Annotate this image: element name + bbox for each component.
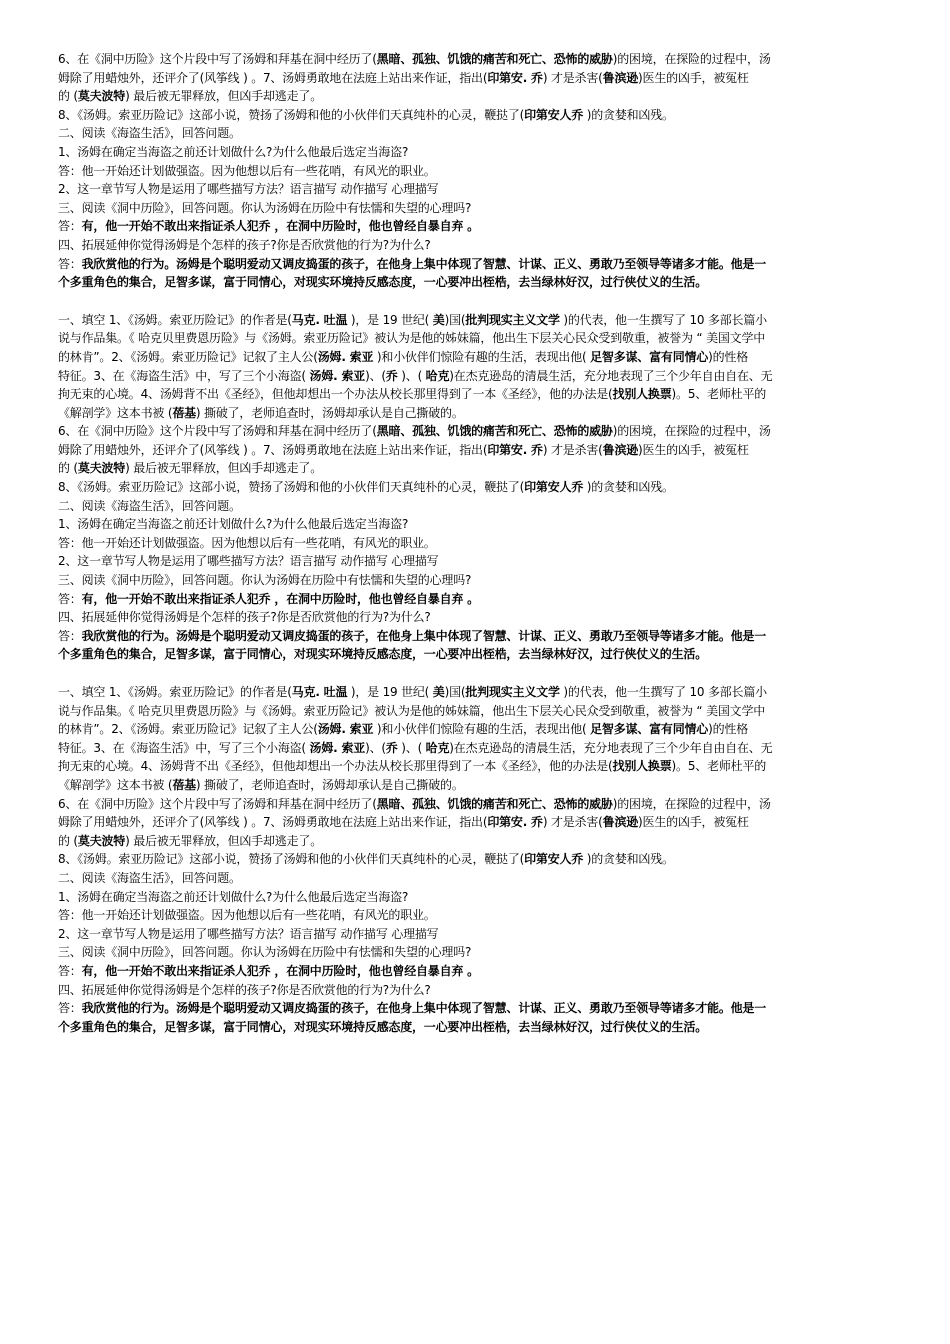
text-segment: )的性格 bbox=[708, 349, 748, 364]
text-line bbox=[58, 50, 892, 69]
bold-answer-text: 黑暗、孤独、饥饿的痛苦和死亡、恐怖的威胁 bbox=[376, 796, 613, 811]
text-segment: 特征。3、在《海盗生活》中，写了三个小海盗( bbox=[58, 740, 310, 755]
text-line bbox=[58, 162, 892, 181]
text-segment: )、( bbox=[365, 368, 386, 383]
bold-answer-text: 我欣赏他的行为。汤姆是个聪明爱动又调皮捣蛋的孩子，在他身上集中体现了智慧、计谋、正义、勇敢乃至领导等诸多才能。他是一 bbox=[81, 1001, 767, 1016]
block-gap bbox=[58, 664, 892, 683]
text-segment: 6、在《洞中历险》这个片段中写了汤姆和拜基在洞中经历了( bbox=[58, 424, 377, 439]
text-segment: 说与作品集。《 哈克贝里费恩历险》与《汤姆。索亚历险记》被认为是他的姊妹篇，他出生下层关心民众受到敬重，被誉为 “ 美国文学中 bbox=[58, 331, 766, 346]
text-segment: 《解剖学》这本书被 ( bbox=[58, 777, 173, 792]
text-segment: ) 最后被无罪释放，但凶手却逃走了。 bbox=[125, 461, 323, 476]
text-segment: )的贪婪和凶残。 bbox=[583, 852, 674, 867]
block-gap bbox=[58, 292, 892, 311]
text-segment: 的 ( bbox=[58, 461, 78, 476]
text-segment: )，是 19 世纪( bbox=[347, 685, 433, 699]
text-line bbox=[58, 720, 892, 739]
bold-answer-text: 有，他一开始不敢出来指证杀人犯乔 ，在洞中历险时，他也曾经自暴自弃 。 bbox=[81, 219, 479, 234]
text-segment: 8、《汤姆。索亚历险记》这部小说，赞扬了汤姆和他的小伙伴们天真纯朴的心灵，鞭挞了( bbox=[58, 107, 525, 122]
text-block bbox=[58, 50, 892, 292]
text-segment: )的代表，他一生撰写了 10 多部长篇小 bbox=[559, 685, 767, 699]
text-segment: 四、拓展延伸你觉得汤姆是个怎样的孩子?你是否欣赏他的行为?为什么? bbox=[58, 610, 431, 625]
bold-answer-text: 鲁滨逊 bbox=[602, 70, 639, 85]
text-segment: 答： bbox=[58, 963, 82, 978]
text-segment: )医生的凶手，被冤枉 bbox=[638, 70, 749, 85]
text-line bbox=[58, 906, 892, 925]
bold-answer-text: 黑暗、孤独、饥饿的痛苦和死亡、恐怖的威胁 bbox=[376, 52, 613, 66]
text-segment: 2、这一章节写人物是运用了哪些描写方法？语言描写 动作描写 心理描写 bbox=[58, 182, 439, 197]
bold-answer-text: 汤姆. 索亚 bbox=[309, 368, 366, 383]
bold-answer-text: 找别人换票 bbox=[612, 387, 672, 402]
text-line bbox=[58, 236, 892, 255]
text-segment: )和小伙伴们惊险有趣的生活，表现出他( bbox=[373, 349, 591, 364]
text-segment: 三、阅读《洞中历险》，回答问题。你认为汤姆在历险中有怯懦和失望的心理吗? bbox=[58, 200, 472, 215]
text-segment: )、( bbox=[397, 368, 426, 383]
text-line bbox=[58, 869, 892, 888]
text-line bbox=[58, 348, 892, 367]
text-line bbox=[58, 217, 892, 236]
bold-answer-text: 有，他一开始不敢出来指证杀人犯乔 ，在洞中历险时，他也曾经自暴自弃 。 bbox=[81, 591, 479, 606]
bold-answer-text: 鲁滨逊 bbox=[602, 815, 639, 830]
bold-answer-text: 个多重角色的集合，足智多谋，富于同情心，对现实环境持反感态度，一心要冲出桎梏，去当绿林好汉，过行侠仗义的生活。 bbox=[58, 275, 708, 290]
text-line bbox=[58, 515, 892, 534]
text-line bbox=[58, 645, 892, 664]
text-segment: 1、汤姆在确定当海盗之前还计划做什么?为什么他最后选定当海盗? bbox=[58, 144, 409, 159]
text-line bbox=[58, 850, 892, 869]
bold-answer-text: 哈克 bbox=[425, 740, 450, 755]
text-segment: 答： bbox=[58, 628, 82, 643]
text-line bbox=[58, 367, 892, 386]
text-segment: 姆除了用蜡烛外，还评介了(风筝线 ) 。7、汤姆勇敢地在法庭上站出来作证，指出( bbox=[58, 815, 488, 830]
bold-answer-text: 印第安. 乔 bbox=[487, 70, 543, 85]
text-line bbox=[58, 329, 892, 348]
text-line bbox=[58, 702, 892, 721]
text-line bbox=[58, 795, 892, 814]
text-segment: ) 最后被无罪释放，但凶手却逃走了。 bbox=[125, 89, 323, 104]
text-segment: ) 才是杀害( bbox=[542, 70, 603, 85]
text-line bbox=[58, 385, 892, 404]
bold-answer-text: 哈克 bbox=[425, 368, 450, 383]
text-segment: 姆除了用蜡烛外，还评介了(风筝线 ) 。7、汤姆勇敢地在法庭上站出来作证，指出( bbox=[58, 442, 488, 457]
text-segment: )，是 19 世纪( bbox=[347, 312, 433, 327]
text-line bbox=[58, 739, 892, 758]
text-line bbox=[58, 943, 892, 962]
text-line bbox=[58, 124, 892, 143]
text-segment: 的林肯”。2、《汤姆。索亚历险记》记叙了主人公( bbox=[58, 349, 318, 364]
text-segment: 6、在《洞中历险》这个片段中写了汤姆和拜基在洞中经历了( bbox=[58, 52, 377, 66]
bold-answer-text: 印第安人乔 bbox=[524, 107, 584, 122]
text-line bbox=[58, 199, 892, 218]
text-line bbox=[58, 683, 892, 702]
text-line bbox=[58, 888, 892, 907]
text-segment: 一、填空 1、《汤姆。索亚历险记》的作者是( bbox=[58, 685, 292, 699]
bold-answer-text: 美 bbox=[432, 312, 445, 327]
text-line bbox=[58, 69, 892, 88]
text-segment: )的贪婪和凶残。 bbox=[583, 480, 674, 495]
bold-answer-text: 莫夫波特 bbox=[77, 461, 126, 476]
text-segment: )的性格 bbox=[708, 722, 748, 737]
text-segment: )在杰克逊岛的清晨生活，充分地表现了三个少年自由自在、无 bbox=[449, 368, 773, 383]
bold-answer-text: 汤姆. 索亚 bbox=[317, 722, 374, 737]
text-line bbox=[58, 478, 892, 497]
text-segment: ) 最后被无罪释放，但凶手却逃走了。 bbox=[125, 833, 323, 848]
text-segment: 的林肯”。2、《汤姆。索亚历险记》记叙了主人公( bbox=[58, 722, 318, 737]
text-segment: ) 才是杀害( bbox=[542, 815, 603, 830]
bold-answer-text: 印第安. 乔 bbox=[487, 815, 543, 830]
bold-answer-text: 我欣赏他的行为。汤姆是个聪明爱动又调皮捣蛋的孩子，在他身上集中体现了智慧、计谋、正义、勇敢乃至领导等诸多才能。他是一 bbox=[81, 628, 767, 643]
text-segment: 2、这一章节写人物是运用了哪些描写方法？语言描写 动作描写 心理描写 bbox=[58, 926, 439, 941]
bold-answer-text: 鲁滨逊 bbox=[602, 442, 639, 457]
bold-answer-text: 乔 bbox=[385, 368, 398, 383]
bold-answer-text: 足智多谋、富有同情心 bbox=[590, 722, 709, 737]
text-line bbox=[58, 1018, 892, 1037]
bold-answer-text: 马克. 吐温 bbox=[291, 685, 348, 699]
text-segment: 一、填空 1、《汤姆。索亚历险记》的作者是( bbox=[58, 312, 292, 327]
text-segment: 四、拓展延伸你觉得汤姆是个怎样的孩子?你是否欣赏他的行为?为什么? bbox=[58, 982, 431, 997]
text-segment: 答：他一开始还计划做强盗。因为他想以后有一些花哨，有风光的职业。 bbox=[58, 908, 436, 923]
text-line bbox=[58, 757, 892, 776]
text-segment: 拘无束的心境。4、汤姆背不出《圣经》，但他却想出一个办法从校长那里得到了一本《圣经》，他的办法是( bbox=[58, 387, 613, 402]
text-segment: ) 撕破了，老师追查时，汤姆却承认是自己撕破的。 bbox=[195, 405, 464, 420]
text-segment: )医生的凶手，被冤枉 bbox=[638, 442, 749, 457]
text-segment: )和小伙伴们惊险有趣的生活，表现出他( bbox=[373, 722, 591, 737]
bold-answer-text: 有，他一开始不敢出来指证杀人犯乔 ，在洞中历险时，他也曾经自暴自弃 。 bbox=[81, 963, 479, 978]
bold-answer-text: 我欣赏他的行为。汤姆是个聪明爱动又调皮捣蛋的孩子，在他身上集中体现了智慧、计谋、正义、勇敢乃至领导等诸多才能。他是一 bbox=[81, 256, 767, 271]
bold-answer-text: 批判现实主义文学 bbox=[465, 685, 560, 699]
text-line bbox=[58, 441, 892, 460]
text-segment: 2、这一章节写人物是运用了哪些描写方法？语言描写 动作描写 心理描写 bbox=[58, 554, 439, 569]
text-line bbox=[58, 180, 892, 199]
text-segment: 的 ( bbox=[58, 833, 78, 848]
bold-answer-text: 蓓基 bbox=[172, 405, 196, 420]
text-segment: )的困境，在探险的过程中，汤 bbox=[612, 52, 771, 66]
bold-answer-text: 马克. 吐温 bbox=[291, 312, 348, 327]
text-segment: 二、阅读《海盗生活》，回答问题。 bbox=[58, 870, 241, 885]
text-segment: )、( bbox=[397, 740, 426, 755]
text-segment: 二、阅读《海盗生活》，回答问题。 bbox=[58, 126, 241, 141]
text-segment: 答： bbox=[58, 256, 82, 271]
text-segment: ) 才是杀害( bbox=[542, 442, 603, 457]
text-line bbox=[58, 404, 892, 423]
text-segment: 6、在《洞中历险》这个片段中写了汤姆和拜基在洞中经历了( bbox=[58, 796, 377, 811]
text-block bbox=[58, 311, 892, 664]
text-line bbox=[58, 311, 892, 330]
text-segment: 三、阅读《洞中历险》，回答问题。你认为汤姆在历险中有怯懦和失望的心理吗? bbox=[58, 573, 472, 588]
text-segment: 1、汤姆在确定当海盗之前还计划做什么?为什么他最后选定当海盗? bbox=[58, 889, 409, 904]
document-page bbox=[58, 50, 892, 1036]
text-segment: )的代表，他一生撰写了 10 多部长篇小 bbox=[559, 312, 767, 327]
bold-answer-text: 乔 bbox=[385, 740, 398, 755]
text-segment: 《解剖学》这本书被 ( bbox=[58, 405, 173, 420]
text-segment: 8、《汤姆。索亚历险记》这部小说，赞扬了汤姆和他的小伙伴们天真纯朴的心灵，鞭挞了( bbox=[58, 480, 525, 495]
text-segment: 说与作品集。《 哈克贝里费恩历险》与《汤姆。索亚历险记》被认为是他的姊妹篇，他出生下层关心民众受到敬重，被誉为 “ 美国文学中 bbox=[58, 703, 766, 718]
text-segment: )国( bbox=[444, 312, 466, 327]
text-line bbox=[58, 571, 892, 590]
bold-answer-text: 汤姆. 索亚 bbox=[309, 740, 366, 755]
bold-answer-text: 黑暗、孤独、饥饿的痛苦和死亡、恐怖的威胁 bbox=[376, 424, 613, 439]
bold-answer-text: 印第安人乔 bbox=[524, 852, 584, 867]
text-segment: 三、阅读《洞中历险》，回答问题。你认为汤姆在历险中有怯懦和失望的心理吗? bbox=[58, 945, 472, 960]
bold-answer-text: 莫夫波特 bbox=[77, 89, 126, 104]
text-line bbox=[58, 832, 892, 851]
text-segment: 答：他一开始还计划做强盗。因为他想以后有一些花哨，有风光的职业。 bbox=[58, 163, 436, 178]
text-line bbox=[58, 273, 892, 292]
text-segment: )。5、老师杜平的 bbox=[671, 387, 767, 402]
bold-answer-text: 莫夫波特 bbox=[77, 833, 126, 848]
text-segment: )国( bbox=[444, 685, 466, 699]
bold-answer-text: 找别人换票 bbox=[612, 759, 672, 774]
text-line bbox=[58, 962, 892, 981]
text-line bbox=[58, 590, 892, 609]
text-line bbox=[58, 87, 892, 106]
text-segment: 姆除了用蜡烛外，还评介了(风筝线 ) 。7、汤姆勇敢地在法庭上站出来作证，指出( bbox=[58, 70, 488, 85]
text-segment: 拘无束的心境。4、汤姆背不出《圣经》，但他却想出一个办法从校长那里得到了一本《圣经》，他的办法是( bbox=[58, 759, 613, 774]
bold-answer-text: 足智多谋、富有同情心 bbox=[590, 349, 709, 364]
bold-answer-text: 印第安. 乔 bbox=[487, 442, 543, 457]
text-segment: )的困境，在探险的过程中，汤 bbox=[612, 796, 771, 811]
text-segment: )医生的凶手，被冤枉 bbox=[638, 815, 749, 830]
bold-answer-text: 汤姆. 索亚 bbox=[317, 349, 374, 364]
text-segment: 1、汤姆在确定当海盗之前还计划做什么?为什么他最后选定当海盗? bbox=[58, 517, 409, 532]
text-segment: 答： bbox=[58, 591, 82, 606]
text-line bbox=[58, 255, 892, 274]
text-segment: )。5、老师杜平的 bbox=[671, 759, 767, 774]
text-segment: 的 ( bbox=[58, 89, 78, 104]
text-line bbox=[58, 999, 892, 1018]
text-line bbox=[58, 552, 892, 571]
text-segment: )、( bbox=[365, 740, 386, 755]
text-segment: 四、拓展延伸你觉得汤姆是个怎样的孩子?你是否欣赏他的行为?为什么? bbox=[58, 237, 431, 252]
bold-answer-text: 美 bbox=[432, 685, 445, 699]
bold-answer-text: 批判现实主义文学 bbox=[465, 312, 560, 327]
text-segment: ) 撕破了，老师追查时，汤姆却承认是自己撕破的。 bbox=[195, 777, 464, 792]
text-line bbox=[58, 143, 892, 162]
text-segment: 答： bbox=[58, 219, 82, 234]
text-line bbox=[58, 627, 892, 646]
text-segment: 答：他一开始还计划做强盗。因为他想以后有一些花哨，有风光的职业。 bbox=[58, 535, 436, 550]
text-segment: 二、阅读《海盗生活》，回答问题。 bbox=[58, 498, 241, 513]
bold-answer-text: 个多重角色的集合，足智多谋，富于同情心，对现实环境持反感态度，一心要冲出桎梏，去当绿林好汉，过行侠仗义的生活。 bbox=[58, 1019, 708, 1034]
text-segment: 特征。3、在《海盗生活》中，写了三个小海盗( bbox=[58, 368, 310, 383]
text-line bbox=[58, 459, 892, 478]
text-segment: 8、《汤姆。索亚历险记》这部小说，赞扬了汤姆和他的小伙伴们天真纯朴的心灵，鞭挞了( bbox=[58, 852, 525, 867]
text-segment: )在杰克逊岛的清晨生活，充分地表现了三个少年自由自在、无 bbox=[449, 740, 773, 755]
text-block bbox=[58, 683, 892, 1036]
text-segment: )的困境，在探险的过程中，汤 bbox=[612, 424, 771, 439]
text-line bbox=[58, 981, 892, 1000]
text-line bbox=[58, 776, 892, 795]
text-line bbox=[58, 813, 892, 832]
text-line bbox=[58, 422, 892, 441]
text-line bbox=[58, 106, 892, 125]
text-segment: )的贪婪和凶残。 bbox=[583, 107, 674, 122]
text-line bbox=[58, 497, 892, 516]
bold-answer-text: 个多重角色的集合，足智多谋，富于同情心，对现实环境持反感态度，一心要冲出桎梏，去当绿林好汉，过行侠仗义的生活。 bbox=[58, 647, 708, 662]
text-segment: 答： bbox=[58, 1001, 82, 1016]
bold-answer-text: 印第安人乔 bbox=[524, 480, 584, 495]
text-line bbox=[58, 534, 892, 553]
text-line bbox=[58, 608, 892, 627]
text-line bbox=[58, 925, 892, 944]
bold-answer-text: 蓓基 bbox=[172, 777, 196, 792]
